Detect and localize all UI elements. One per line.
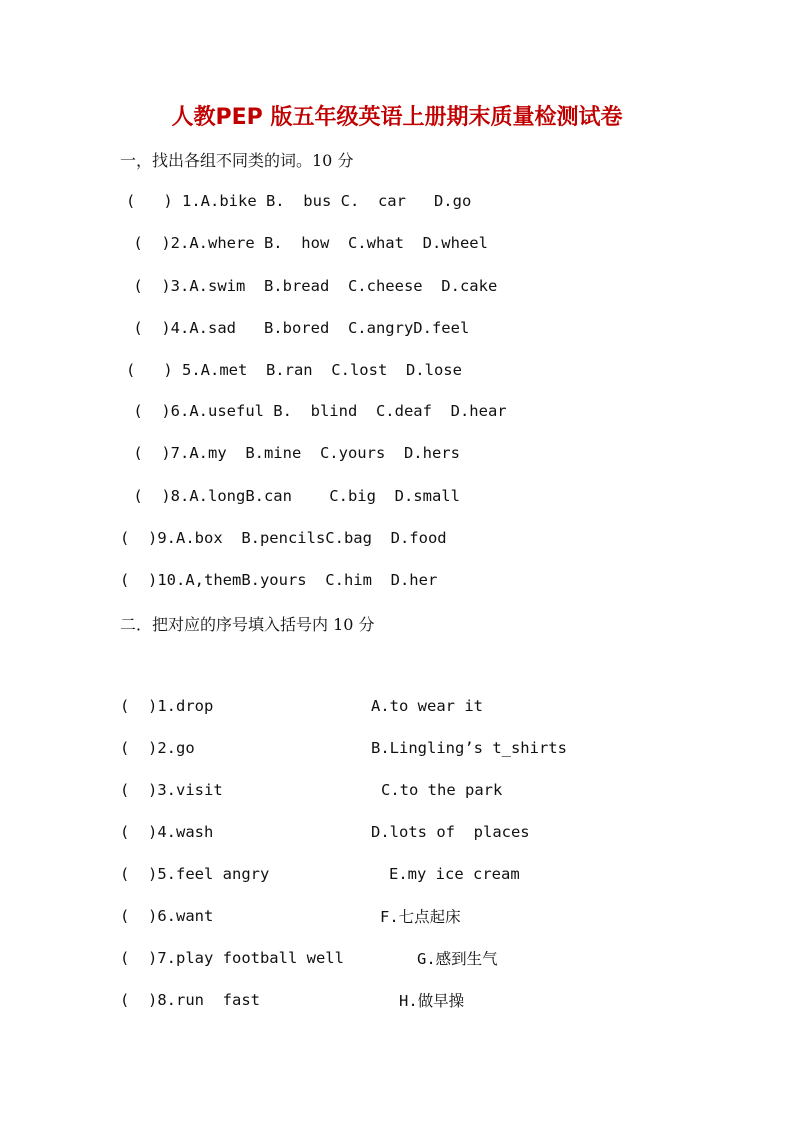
question-5: ( ) 5.A.met B.ran C.lost D.lose	[126, 361, 462, 379]
match-left-6: ( )6.want	[120, 907, 214, 925]
question-10: ( )10.A,themB.yours C.him D.her	[120, 571, 438, 589]
question-8: ( )8.A.longB.can C.big D.small	[124, 487, 460, 505]
match-left-1: ( )1.drop	[120, 697, 214, 715]
question-3: ( )3.A.swim B.bread C.cheese D.cake	[124, 277, 498, 295]
question-1: ( ) 1.A.bike B. bus C. car D.go	[126, 192, 472, 210]
match-right-7: G.感到生气	[417, 950, 498, 968]
match-right-6: F.七点起床	[380, 908, 461, 926]
section-1-heading: 一，找出各组不同类的词。10 分	[120, 151, 354, 170]
match-left-5: ( )5.feel angry	[120, 865, 270, 883]
match-left-8: ( )8.run fast	[120, 991, 260, 1009]
question-6: ( )6.A.useful B. blind C.deaf D.hear	[124, 402, 507, 420]
page-title: 人教PEP 版五年级英语上册期末质量检测试卷	[171, 105, 623, 130]
section-2-heading: 二．把对应的序号填入括号内 10 分	[120, 615, 375, 634]
match-left-7: ( )7.play football well	[120, 949, 344, 967]
match-right-5: E.my ice cream	[389, 865, 520, 883]
question-7: ( )7.A.my B.mine C.yours D.hers	[124, 444, 460, 462]
match-right-1: A.to wear it	[371, 697, 483, 715]
match-left-4: ( )4.wash	[120, 823, 214, 841]
match-right-8: H.做早操	[399, 992, 465, 1010]
match-left-2: ( )2.go	[120, 739, 195, 757]
question-2: ( )2.A.where B. how C.what D.wheel	[124, 234, 488, 252]
question-4: ( )4.A.sad B.bored C.angryD.feel	[124, 319, 470, 337]
question-9: ( )9.A.box B.pencilsC.bag D.food	[120, 529, 447, 547]
match-right-3: C.to the park	[381, 781, 503, 799]
match-right-2: B.Lingling’s t_shirts	[371, 739, 567, 757]
match-left-3: ( )3.visit	[120, 781, 223, 799]
match-right-4: D.lots of places	[371, 823, 530, 841]
